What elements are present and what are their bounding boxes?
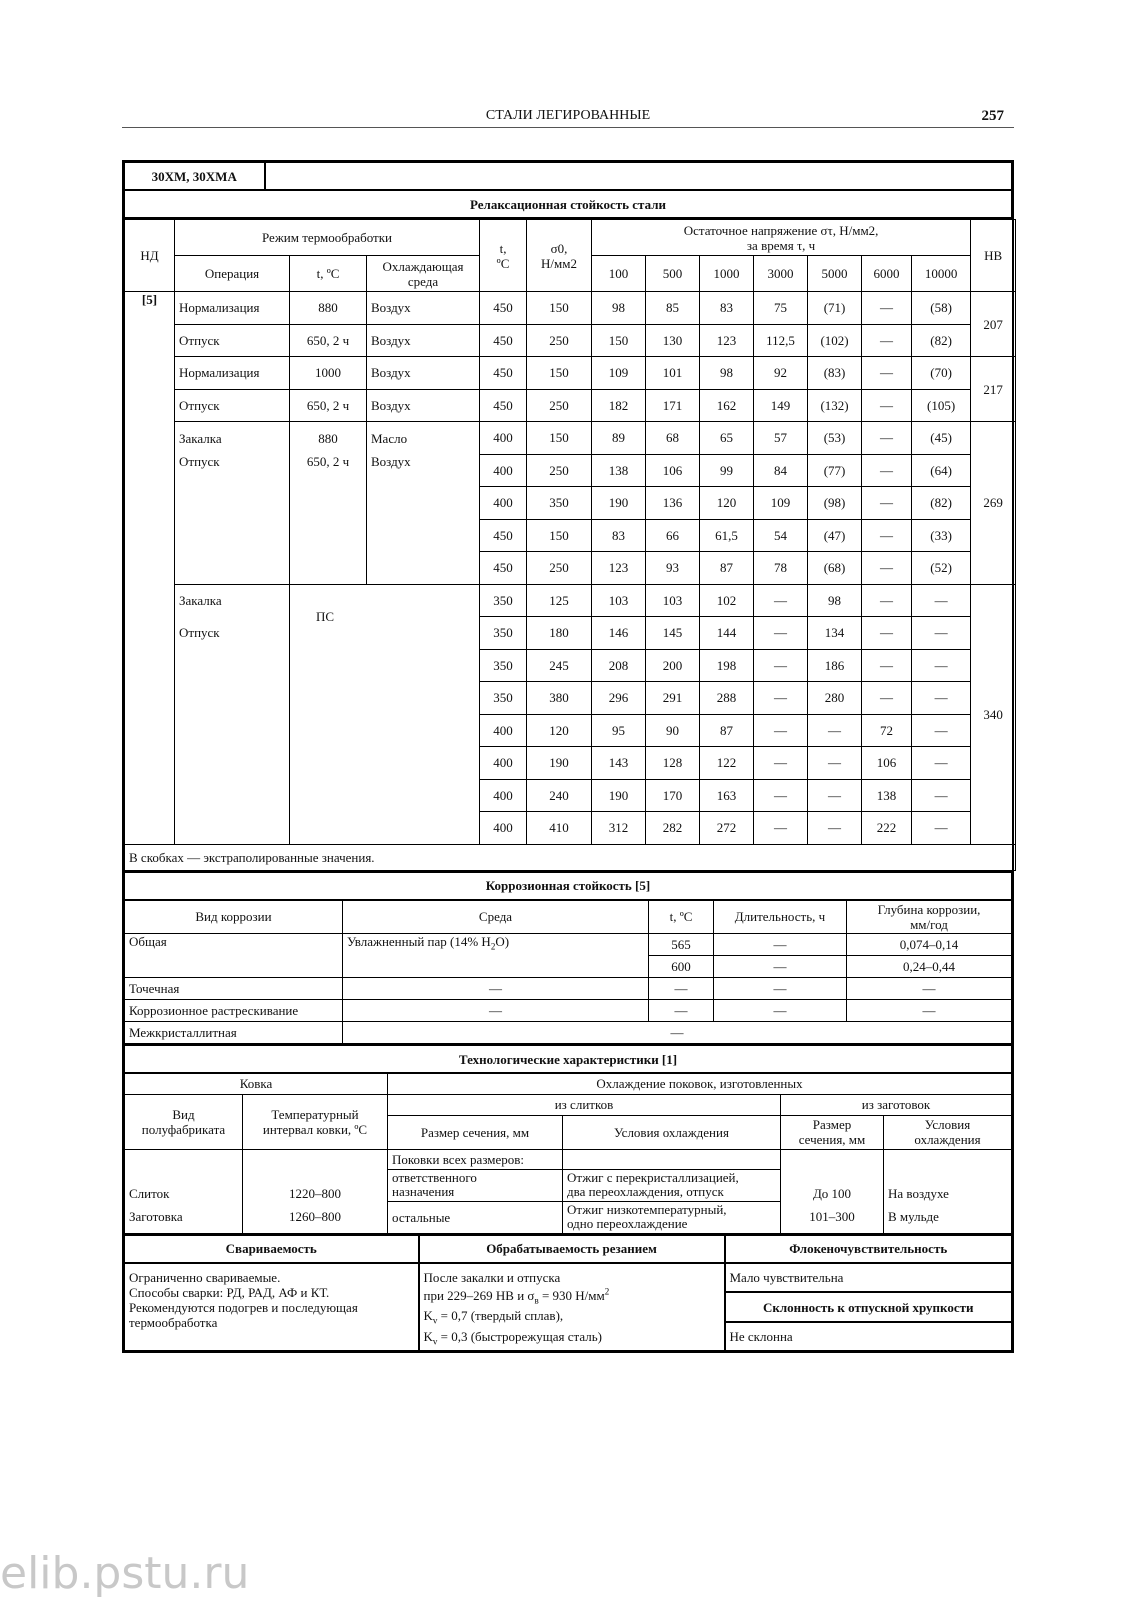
tech-h-semi: Вид полуфабриката — [125, 1094, 243, 1149]
corr-cell: 0,24–0,44 — [847, 956, 1012, 978]
tech-h-cond2: Условия охлаждения — [884, 1115, 1012, 1149]
relax-cell: — — [754, 682, 808, 715]
relax-op: Отпуск — [175, 324, 290, 357]
relax-cell: — — [754, 779, 808, 812]
tech-h-cond: Условия охлаждения — [563, 1115, 781, 1149]
relax-cell: 138 — [592, 454, 646, 487]
relax-cell: 93 — [646, 552, 700, 585]
corr-cell: — — [847, 978, 1012, 1000]
relax-cell: 280 — [808, 682, 862, 715]
relax-cell: 123 — [592, 552, 646, 585]
relax-cell: — — [862, 389, 912, 422]
relax-cell: (70) — [912, 357, 971, 390]
relax-op: Нормализация — [175, 357, 290, 390]
corr-cell: — — [343, 1000, 649, 1022]
corr-h-depth: Глубина коррозии, мм/год — [847, 900, 1012, 934]
weld-title: Свариваемость — [125, 1235, 419, 1263]
relax-cell: — — [862, 422, 912, 455]
relax-cell: 282 — [646, 812, 700, 845]
relax-row — [125, 454, 1016, 487]
relax-cell: 350 — [480, 617, 527, 650]
relax-hb: 269 — [971, 422, 1016, 585]
relax-note: В скобках — экстраполированные значения. — [125, 844, 1016, 870]
relax-cool: Воздух — [367, 454, 480, 584]
corr-cell: — — [714, 978, 847, 1000]
relax-cell: 150 — [527, 357, 592, 390]
relax-cell: 98 — [592, 292, 646, 325]
tech-cell: Отжиг низкотемпературный, одно переохлаждение — [563, 1201, 781, 1233]
relax-cell: 400 — [480, 779, 527, 812]
relax-t: 650, 2 ч — [290, 324, 367, 357]
relax-cell: — — [912, 617, 971, 650]
tech-h-size2: Размер сечения, мм — [781, 1115, 884, 1149]
relax-cell: 145 — [646, 617, 700, 650]
relax-cell: — — [754, 649, 808, 682]
corr-cell: — — [714, 956, 847, 978]
relax-hb: 340 — [971, 584, 1016, 844]
relax-t: 650, 2 ч — [290, 389, 367, 422]
relax-cell: (53) — [808, 422, 862, 455]
relax-cool: Воздух — [367, 324, 480, 357]
weld-text: Ограниченно свариваемые. Способы сварки: РД, РАД, АФ и КТ. Рекомендуются подогрев и последующая термообработка — [125, 1263, 419, 1351]
relax-cell: 186 — [808, 649, 862, 682]
relax-op: Закалка — [175, 422, 290, 455]
corr-cell: Точечная — [125, 978, 343, 1000]
relax-cell: 138 — [862, 779, 912, 812]
relax-cell: 296 — [592, 682, 646, 715]
relax-cell: 89 — [592, 422, 646, 455]
corr-cell: — — [847, 1000, 1012, 1022]
relax-cell: 87 — [700, 552, 754, 585]
tech-from-ingots: из слитков — [388, 1094, 781, 1115]
tech-cell: Заготовка — [125, 1201, 243, 1233]
mach-line: $K_v = 0,7$ (твердый сплав), — [423, 1308, 564, 1327]
relax-cell: 109 — [592, 357, 646, 390]
relax-cell: 143 — [592, 747, 646, 780]
corr-cell: Коррозионное растрескивание — [125, 1000, 343, 1022]
relax-cell: 312 — [592, 812, 646, 845]
relax-cell: 101 — [646, 357, 700, 390]
tech-cell: До 100 — [781, 1149, 884, 1201]
relax-cell: 92 — [754, 357, 808, 390]
relax-cell: — — [862, 487, 912, 520]
relax-t: 880 — [290, 422, 367, 455]
relax-cell: 125 — [527, 584, 592, 617]
relax-cell: 291 — [646, 682, 700, 715]
relax-cell: 130 — [646, 324, 700, 357]
relax-cell: 123 — [700, 324, 754, 357]
relax-cell: 400 — [480, 714, 527, 747]
relax-cell: — — [754, 812, 808, 845]
relax-cell: 350 — [480, 584, 527, 617]
relax-cell: (132) — [808, 389, 862, 422]
relax-row — [125, 422, 1016, 455]
time-cell: 500 — [646, 256, 700, 292]
tech-cell: 1220–800 — [243, 1149, 388, 1201]
relax-cell: 410 — [527, 812, 592, 845]
relax-cell: 98 — [700, 357, 754, 390]
relax-cell: 112,5 — [754, 324, 808, 357]
time-cell: 5000 — [808, 256, 862, 292]
corr-cell: — — [714, 1000, 847, 1022]
tech-cell: 101–300 — [781, 1201, 884, 1233]
relax-cell: 190 — [527, 747, 592, 780]
relax-cell: 106 — [646, 454, 700, 487]
flake-text: Мало чувствительна — [725, 1263, 1012, 1293]
relax-cell: 180 — [527, 617, 592, 650]
corr-h-env: Среда — [343, 900, 649, 934]
relax-cell: — — [754, 747, 808, 780]
col-op-temp: t, ºС — [290, 256, 367, 292]
relax-cell: — — [912, 584, 971, 617]
relax-cell: 350 — [480, 682, 527, 715]
relax-cell: — — [912, 812, 971, 845]
relax-cell: — — [862, 649, 912, 682]
relax-cell: — — [754, 584, 808, 617]
relax-cell: — — [808, 747, 862, 780]
relax-cell: (82) — [912, 487, 971, 520]
mach-line: при 229–269 НВ и $\sigma_в = 930$ $Н/мм^2$ — [423, 1286, 610, 1306]
relax-cell: (33) — [912, 519, 971, 552]
col-cooling: Охлаждающая среда — [367, 256, 480, 292]
relax-cell: 400 — [480, 487, 527, 520]
col-sigma0: σ0, Н/мм2 — [527, 220, 592, 292]
relax-cell: 450 — [480, 292, 527, 325]
relax-cell: — — [808, 812, 862, 845]
corr-h-type: Вид коррозии — [125, 900, 343, 934]
grade-table — [124, 162, 1012, 219]
col-hb: НВ — [971, 220, 1016, 292]
corr-cell: 0,074–0,14 — [847, 934, 1012, 956]
relax-cell: 190 — [592, 487, 646, 520]
relax-cell: 400 — [480, 422, 527, 455]
relax-cell: (98) — [808, 487, 862, 520]
relax-cell: 171 — [646, 389, 700, 422]
relax-cell: 250 — [527, 454, 592, 487]
relax-title: Релаксационная стойкость стали — [125, 190, 1012, 218]
relax-cell: 146 — [592, 617, 646, 650]
time-cell: 1000 — [700, 256, 754, 292]
relax-cell: 450 — [480, 324, 527, 357]
relax-cell: 190 — [592, 779, 646, 812]
steel-card — [122, 160, 1014, 1353]
relax-cell: 95 — [592, 714, 646, 747]
relax-cell: 102 — [700, 584, 754, 617]
relax-cell: 75 — [754, 292, 808, 325]
relax-cell: 450 — [480, 389, 527, 422]
relax-cell: — — [862, 454, 912, 487]
nd-ref: [5] — [125, 292, 175, 845]
relax-cell: 54 — [754, 519, 808, 552]
relax-cell: 90 — [646, 714, 700, 747]
relax-cell: 103 — [646, 584, 700, 617]
relax-ps-cell — [290, 584, 480, 844]
relax-cell: 150 — [592, 324, 646, 357]
relax-cell: 144 — [700, 617, 754, 650]
relax-cell: 65 — [700, 422, 754, 455]
corr-cell: — — [714, 934, 847, 956]
corr-h-duration: Длительность, ч — [714, 900, 847, 934]
tech-cell: Отжиг с перекристаллизацией, два переохлаждения, отпуск — [563, 1169, 781, 1201]
relax-cell: (64) — [912, 454, 971, 487]
relax-row — [125, 389, 1016, 422]
relax-cell: 150 — [527, 422, 592, 455]
relax-cell: 66 — [646, 519, 700, 552]
relax-cell: 400 — [480, 812, 527, 845]
relax-cool: Воздух — [367, 389, 480, 422]
time-cell: 100 — [592, 256, 646, 292]
corr-general-env: Увлажненный пар (14% $H_2O$) — [343, 934, 649, 978]
relax-cell: — — [862, 292, 912, 325]
tech-forging: Ковка — [125, 1073, 388, 1094]
relax-cell: (52) — [912, 552, 971, 585]
tech-cell: Поковки всех размеров: — [388, 1149, 563, 1169]
relax-t: 880 — [290, 292, 367, 325]
relax-cool: Воздух — [367, 357, 480, 390]
tech-cell: Слиток — [125, 1149, 243, 1201]
relax-cell: 208 — [592, 649, 646, 682]
page-header — [122, 108, 1014, 128]
time-cell: 10000 — [912, 256, 971, 292]
relax-cell: 250 — [527, 389, 592, 422]
relax-row — [125, 324, 1016, 357]
relax-cell: — — [862, 682, 912, 715]
relax-cell: 98 — [808, 584, 862, 617]
relax-cool: Воздух — [367, 292, 480, 325]
relax-cell: — — [862, 519, 912, 552]
relax-row — [125, 584, 1016, 617]
corr-cell: — — [649, 1000, 714, 1022]
relax-cell: 288 — [700, 682, 754, 715]
temper-text: Не склонна — [725, 1322, 1012, 1350]
relax-cell: — — [912, 714, 971, 747]
tech-cell: ответственного назначения — [388, 1169, 563, 1201]
relax-cell: 198 — [700, 649, 754, 682]
relax-cell: 136 — [646, 487, 700, 520]
relax-cell: (83) — [808, 357, 862, 390]
corr-cell: — — [649, 978, 714, 1000]
temper-title: Склонность к отпускной хрупкости — [725, 1292, 1012, 1322]
relax-op: Отпуск — [179, 624, 220, 640]
corrosion-table — [124, 871, 1012, 1045]
relax-cell: 103 — [592, 584, 646, 617]
relax-hb: 217 — [971, 357, 1016, 422]
relax-cell: (102) — [808, 324, 862, 357]
relax-cell: 109 — [754, 487, 808, 520]
time-cell: 6000 — [862, 256, 912, 292]
relax-cell: — — [754, 714, 808, 747]
relax-cell: (77) — [808, 454, 862, 487]
relax-cell: — — [862, 617, 912, 650]
tech-cell: В мульде — [884, 1201, 1012, 1233]
relax-cell: 57 — [754, 422, 808, 455]
relax-body — [125, 292, 1016, 845]
relax-cell: 120 — [700, 487, 754, 520]
relax-cell: (105) — [912, 389, 971, 422]
time-cell: 3000 — [754, 256, 808, 292]
tech-title: Технологические характеристики [1] — [125, 1045, 1012, 1073]
relax-cell: 380 — [527, 682, 592, 715]
relax-cell: 272 — [700, 812, 754, 845]
relax-cell: 61,5 — [700, 519, 754, 552]
relax-cell: — — [862, 357, 912, 390]
relax-cell: 170 — [646, 779, 700, 812]
relax-cell: — — [808, 779, 862, 812]
relax-cell: 150 — [527, 292, 592, 325]
col-temp: t, ºС — [480, 220, 527, 292]
corr-cell: — — [343, 1022, 1012, 1044]
corr-h-temp: t, ºС — [649, 900, 714, 934]
relax-cell: — — [862, 584, 912, 617]
col-nd: НД — [125, 220, 175, 292]
tech-cell: На воздухе — [884, 1149, 1012, 1201]
relax-op: Нормализация — [175, 292, 290, 325]
relax-cell: 72 — [862, 714, 912, 747]
relax-cell: 450 — [480, 552, 527, 585]
relax-cell: 245 — [527, 649, 592, 682]
corr-cell: 600 — [649, 956, 714, 978]
relax-cell: 182 — [592, 389, 646, 422]
relax-op: Отпуск — [175, 389, 290, 422]
mach-text — [419, 1263, 725, 1351]
relax-cell: 400 — [480, 454, 527, 487]
tech-table — [124, 1044, 1012, 1234]
relax-cell: (58) — [912, 292, 971, 325]
corr-cell: — — [343, 978, 649, 1000]
relax-cell: 250 — [527, 324, 592, 357]
relax-t: 1000 — [290, 357, 367, 390]
relax-hb: 207 — [971, 292, 1016, 357]
relax-cell: 87 — [700, 714, 754, 747]
relax-cell: — — [862, 552, 912, 585]
relax-cell: 99 — [700, 454, 754, 487]
grade-label: 30ХМ, 30ХМА — [125, 163, 265, 191]
relax-cell: (45) — [912, 422, 971, 455]
col-operation: Операция — [175, 256, 290, 292]
relax-cool: Масло — [367, 422, 480, 455]
relax-cell: 68 — [646, 422, 700, 455]
tech-from-blanks: из заготовок — [781, 1094, 1012, 1115]
relax-cell: 163 — [700, 779, 754, 812]
relax-t: 650, 2 ч — [290, 454, 367, 584]
relax-table — [124, 219, 1016, 871]
tech-cooling: Охлаждение поковок, изготовленных — [388, 1073, 1012, 1094]
relax-cell: 222 — [862, 812, 912, 845]
relax-cell: — — [912, 682, 971, 715]
relax-row — [125, 292, 1016, 325]
tech-cell: остальные — [388, 1201, 563, 1233]
relax-cell: 350 — [480, 649, 527, 682]
relax-cell: — — [808, 714, 862, 747]
col-residual: Остаточное напряжение στ, Н/мм2, за время τ, ч — [592, 220, 971, 256]
relax-cell: 128 — [646, 747, 700, 780]
relax-cell: 150 — [527, 519, 592, 552]
relax-op: Закалка — [179, 592, 222, 608]
relax-cell: 85 — [646, 292, 700, 325]
relax-cell: — — [862, 324, 912, 357]
mach-title: Обрабатываемость резанием — [419, 1235, 725, 1263]
watermark: elib.pstu.ru — [0, 1548, 250, 1599]
relax-cell: 122 — [700, 747, 754, 780]
relax-cell: 78 — [754, 552, 808, 585]
props-table — [124, 1234, 1012, 1351]
relax-cell: (68) — [808, 552, 862, 585]
running-title: СТАЛИ ЛЕГИРОВАННЫЕ — [485, 108, 651, 123]
relax-cell: 106 — [862, 747, 912, 780]
relax-ps: ПС — [316, 608, 335, 624]
relax-cell: 149 — [754, 389, 808, 422]
tech-h-interval: Температурный интервал ковки, ºС — [243, 1094, 388, 1149]
tech-h-size: Размер сечения, мм — [388, 1115, 563, 1149]
corr-cell: 565 — [649, 934, 714, 956]
col-mode: Режим термообработки — [175, 220, 480, 256]
mach-line: $K_v = 0,3$ (быстрорежущая сталь) — [423, 1329, 603, 1347]
relax-cell: 83 — [592, 519, 646, 552]
tech-cell: 1260–800 — [243, 1201, 388, 1233]
relax-cell: (82) — [912, 324, 971, 357]
relax-cell: (71) — [808, 292, 862, 325]
flake-title: Флокеночувствительность — [725, 1235, 1012, 1263]
relax-cell: 250 — [527, 552, 592, 585]
relax-cell: 450 — [480, 357, 527, 390]
relax-cell: — — [754, 617, 808, 650]
corr-general: Общая — [125, 934, 343, 978]
relax-cell: — — [912, 649, 971, 682]
relax-cell: 240 — [527, 779, 592, 812]
page-number: 257 — [981, 108, 1004, 124]
relax-cell: 450 — [480, 519, 527, 552]
relax-cell: 120 — [527, 714, 592, 747]
relax-cell: 134 — [808, 617, 862, 650]
relax-op — [175, 584, 290, 844]
relax-cell: (47) — [808, 519, 862, 552]
relax-cell: 350 — [527, 487, 592, 520]
relax-cell: 84 — [754, 454, 808, 487]
relax-op: Отпуск — [175, 454, 290, 584]
relax-cell: — — [912, 779, 971, 812]
relax-cell: 200 — [646, 649, 700, 682]
mach-line: После закалки и отпуска — [423, 1269, 561, 1285]
corr-cell: Межкристаллитная — [125, 1022, 343, 1044]
relax-cell: 83 — [700, 292, 754, 325]
relax-cell: 162 — [700, 389, 754, 422]
corr-title: Коррозионная стойкость [5] — [125, 872, 1012, 900]
relax-row — [125, 357, 1016, 390]
relax-cell: — — [912, 747, 971, 780]
relax-cell: 400 — [480, 747, 527, 780]
